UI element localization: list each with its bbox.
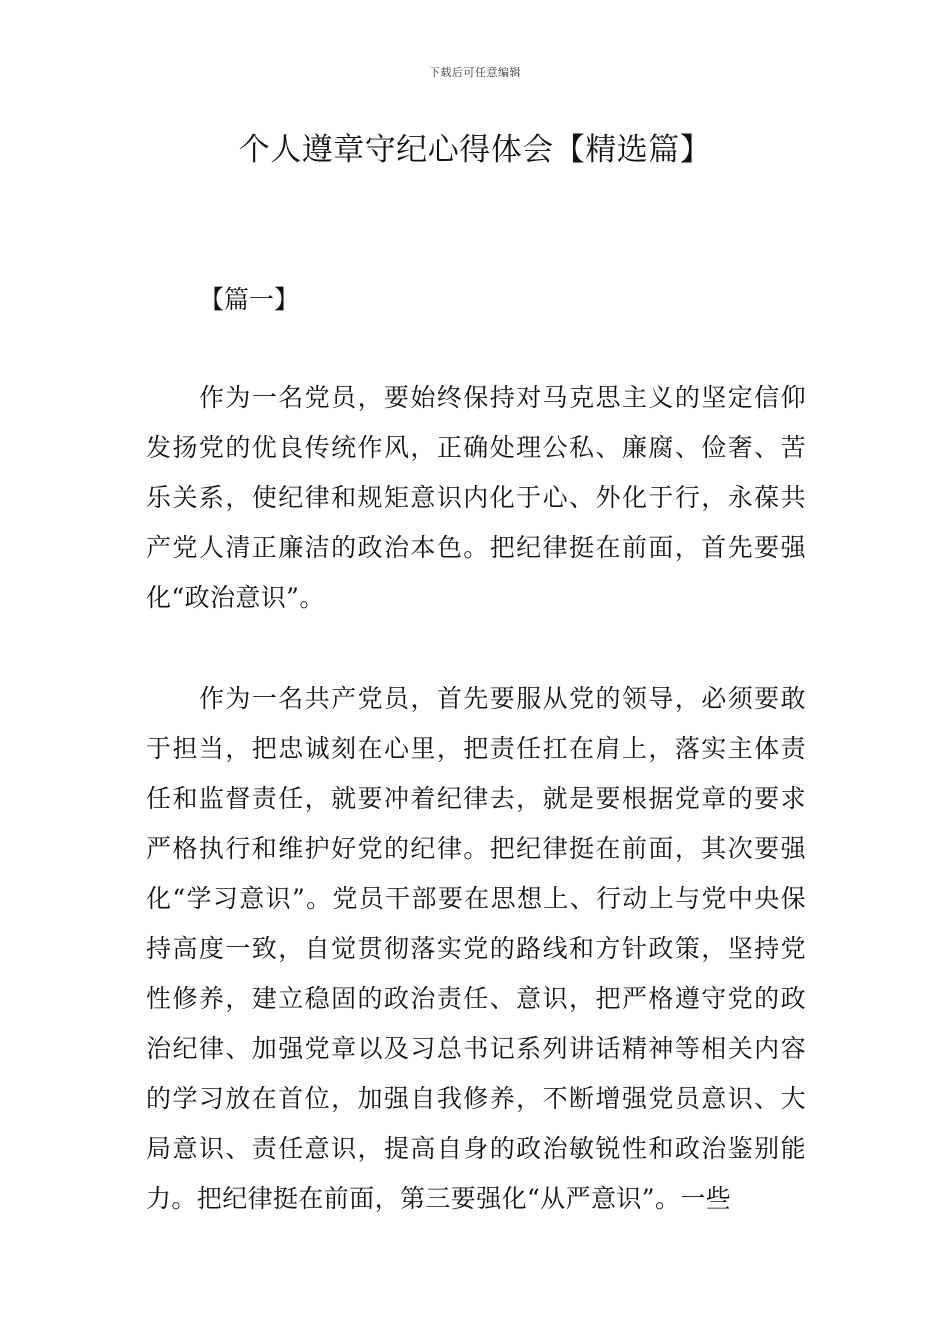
section-label: 【篇一】	[199, 285, 300, 314]
body-paragraph: 作为一名共产党员，首先要服从党的领导，必须要敢于担当，把忠诚刻在心里，把责任扛在肩上，落实主体责任和监督责任，就要冲着纪律去，就是要根据党章的要求严格执行和维护好党的纪律。把纪律挺在前面，其次要强化“学习意识”。党员干部要在思想上、行动上与党中央保持高度一致，自觉贯彻落实党的路线和方针政策，坚持党性修养，建立稳固的政治责任、意识，把严格遵守党的政治纪律、加强党章以及习总书记系列讲话精神等相关内容的学习放在首位，加强自我修养，不断增强党员意识、大局意识、责任意识，提高自身的政治敏锐性和政治鉴别能力。把纪律挺在前面，第三要强化“从严意识”。一些	[146, 684, 806, 1213]
header-note: 下载后可任意编辑	[429, 66, 521, 79]
document-title: 个人遵章守纪心得体会【精选篇】	[238, 132, 712, 168]
body-paragraph: 作为一名党员，要始终保持对马克思主义的坚定信仰发扬党的优良传统作风，正确处理公私、廉腐、俭奢、苦乐关系，使纪律和规矩意识内化于心、外化于行，永葆共产党人清正廉洁的政治本色。把纪律挺在前面，首先要强化“政治意识”。	[146, 383, 806, 612]
